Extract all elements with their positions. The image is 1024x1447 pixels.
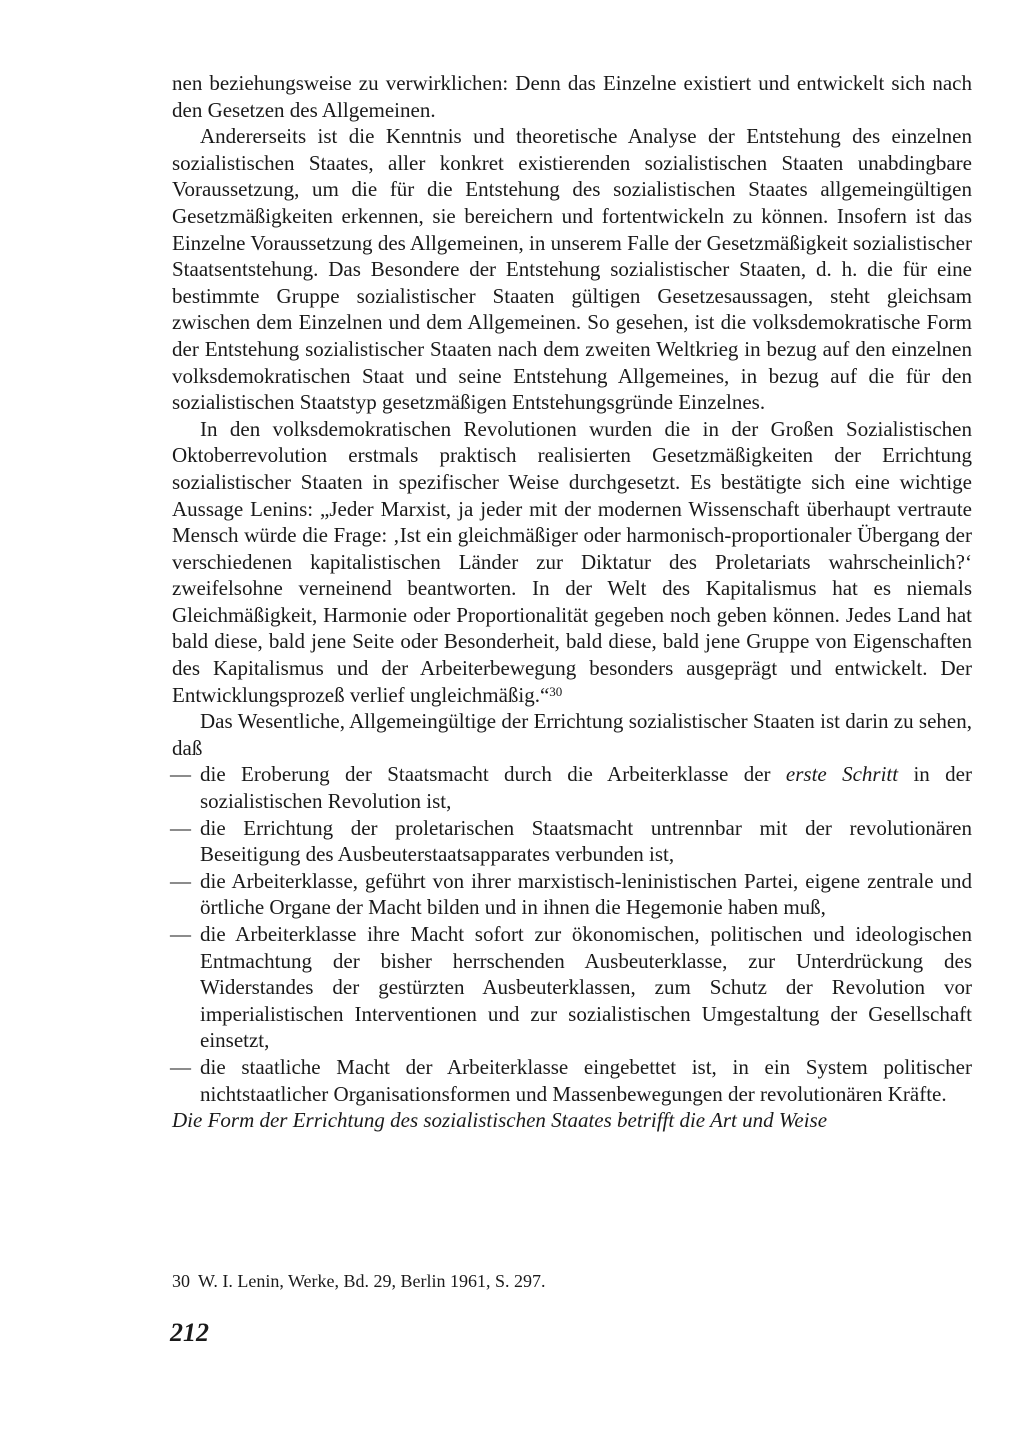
paragraph-lenin-quote [172, 416, 972, 709]
footnote-reference: 30 [549, 683, 563, 699]
final-italic-line: Die Form der Errichtung des sozialistischen Staates betrifft die Art und Weise [172, 1108, 828, 1133]
footnote-number: 30 [172, 1271, 190, 1291]
footnote-text: W. I. Lenin, Werke, Bd. 29, Berlin 1961, S. 297. [198, 1271, 546, 1291]
dash-list [172, 761, 972, 1107]
paragraph-analysis: Andererseits ist die Kenntnis und theoretische Analyse der Entstehung des einzelnen sozialistischen Staates, aller konkret existierenden sozialistischen Staaten unabdingbare Voraussetzung, um die für die Entstehung des sozialistischen Staates allgemeingültigen Gesetzmäßigkeiten erkennen, sie bereichern und fortentwickeln zu können. Insofern ist das Einzelne Voraussetzung des Allgemeinen, in unserem Falle der Gesetzmäßigkeit sozialistischer Staatsentstehung. Das Besondere der Entstehung sozialistischer Staaten, d. h. die für eine bestimmte Gruppe sozialistischer Staaten gültigen Gesetzesaussagen, steht gleichsam zwischen dem Einzelnen und dem Allgemeinen. So gesehen, ist die volksdemokratische Form der Entstehung sozialistischer Staaten nach dem zweiten Weltkrieg in bezug auf den einzelnen volksdemokratischen Staat und seine Entstehung Allgemeines, in bezug auf die für den sozialistischen Staatstyp gesetzmäßigen Entstehungsgründe Einzelnes. [172, 124, 972, 415]
footnote [172, 1270, 972, 1292]
list-item: — die Eroberung der Staatsmacht durch die Arbeiterklasse der erste Schritt in der sozialistischen Revolution ist, [170, 762, 972, 814]
paragraph-continuation: nen beziehungsweise zu verwirklichen: Denn das Einzelne existiert und entwickelt sich nach den Gesetzen des Allgemeinen. [172, 71, 972, 122]
paragraph-intro-list: Das Wesentliche, Allgemeingültige der Errichtung sozialistischer Staaten ist darin zu sehen, daß [172, 709, 972, 760]
list-item: — die Arbeiterklasse, geführt von ihrer marxistisch-leninistischen Partei, eigene zentrale und örtliche Organe der Macht bilden und in ihnen die Hegemonie haben muß, [170, 868, 972, 920]
dash-marker: — [170, 868, 191, 893]
dash-marker: — [170, 922, 191, 946]
emphasis-text: erste Schritt [785, 762, 899, 787]
dash-marker: — [170, 815, 191, 840]
dash-marker: — [170, 762, 191, 787]
body-text [172, 70, 972, 1134]
list-item: — die staatliche Macht der Arbeiterklasse eingebettet ist, in ein System politischer nichtstaatlicher Organisationsformen und Massenbewegungen der revolutionären Kräfte. [170, 1054, 972, 1106]
lenin-quote-text: In den volksdemokratischen Revolutionen wurden die in der Großen Sozialistischen Oktoberrevolution erstmals praktisch realisierten Gesetzmäßigkeiten der Errichtung sozialistischer Staaten in spezifischer Weise durchgesetzt. Es bestätigte sich eine wichtige Aussage Lenins: „Jeder Marxist, ja jeder mit der modernen Wissenschaft überhaupt vertraute Mensch würde die Frage: ‚Ist ein gleichmäßiger oder harmonisch-proportionaler Übergang der verschiedenen kapitalistischen Länder zur Diktatur des Proletariats wahrscheinlich?‘ zweifelsohne verneinend beantworten. In der Welt des Kapitalismus hat es niemals Gleichmäßigkeit, Harmonie oder Proportionalität gegeben noch geben können. Jedes Land hat bald diese, bald jene Seite oder Besonderheit, bald diese, bald jene Gruppe von Eigenschaften des Kapitalismus und der Arbeiterbewegung besonders ausgeprägt und entwickelt. Der Entwicklungsprozeß verlief ungleichmäßig.“ [172, 416, 972, 707]
dash-marker: — [170, 1054, 191, 1079]
page-number: 212 [170, 1318, 209, 1347]
list-item: — die Errichtung der proletarischen Staatsmacht untrennbar mit der revolutionären Beseitigung des Ausbeuterstaatsapparates verbunden ist, [170, 815, 972, 867]
list-item: — die Arbeiterklasse ihre Macht sofort zur ökonomischen, politischen und ideologischen Entmachtung der bisher herrschenden Ausbeuterklasse, zur Unterdrückung des Widerstandes der gestürzten Ausbeuterklassen, zum Schutz der Revolution vor imperialistischen Interventionen und zur sozialistischen Umgestaltung der Gesellschaft einsetzt, [170, 922, 972, 1053]
